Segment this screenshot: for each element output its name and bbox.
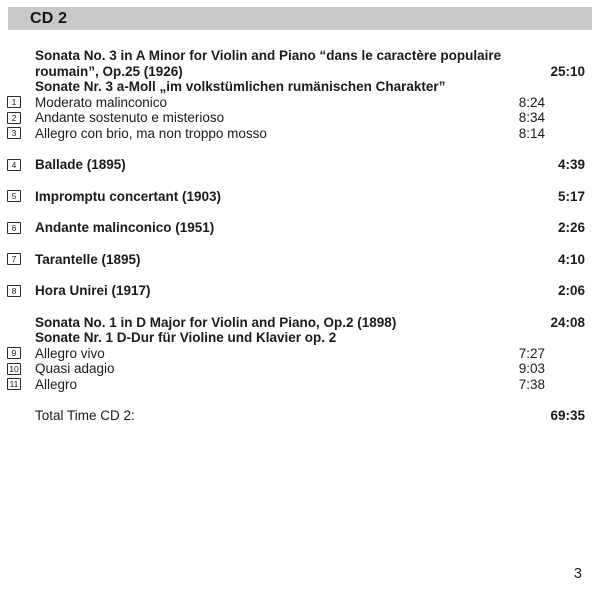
work-heading-row bbox=[7, 315, 585, 331]
track-number-column bbox=[7, 96, 35, 108]
track-duration: 69:35 bbox=[550, 408, 585, 423]
track-number-box: 1 bbox=[7, 96, 21, 108]
track-number-column bbox=[7, 222, 35, 234]
track-duration: 8:34 bbox=[518, 110, 545, 125]
track-number-box: 5 bbox=[7, 190, 21, 202]
work-row bbox=[7, 220, 585, 236]
track-number-column bbox=[7, 285, 35, 297]
track-title: Andante malinconico (1951) bbox=[35, 220, 215, 235]
track-row bbox=[7, 110, 585, 126]
track-number-box: 10 bbox=[7, 363, 21, 375]
track-title: Hora Unirei (1917) bbox=[35, 283, 151, 298]
work-heading-row bbox=[7, 79, 585, 95]
work-row bbox=[7, 252, 585, 268]
track-number-column bbox=[7, 347, 35, 359]
work-row bbox=[7, 283, 585, 299]
track-number-box: 9 bbox=[7, 347, 21, 359]
page-number: 3 bbox=[573, 566, 582, 582]
track-duration: 24:08 bbox=[550, 314, 585, 330]
track-title: Allegro bbox=[35, 376, 78, 392]
track-number-column bbox=[7, 112, 35, 124]
track-duration: 25:10 bbox=[550, 63, 585, 79]
track-title: Sonate Nr. 3 a-Moll „im volkstümlichen rumänischen Charakter” bbox=[35, 79, 446, 94]
track-duration: 7:27 bbox=[518, 345, 545, 361]
track-title: Andante sostenuto e misterioso bbox=[35, 110, 225, 125]
track-row bbox=[7, 361, 585, 377]
track-title: roumain”, Op.25 (1926) bbox=[35, 63, 183, 79]
track-number-box: 6 bbox=[7, 222, 21, 234]
track-number-box: 4 bbox=[7, 159, 21, 171]
track-number-box: 7 bbox=[7, 253, 21, 265]
track-title: Moderato malinconico bbox=[35, 94, 168, 110]
track-duration: 4:10 bbox=[557, 251, 585, 267]
track-title: Sonate Nr. 1 D-Dur für Violine und Klavier op. 2 bbox=[35, 330, 337, 345]
work-row bbox=[7, 157, 585, 173]
track-row bbox=[7, 377, 585, 393]
cd-header-title: CD 2 bbox=[30, 9, 68, 27]
track-title: Sonata No. 1 in D Major for Violin and Piano, Op.2 (1898) bbox=[35, 314, 397, 330]
work-heading-row bbox=[7, 64, 585, 80]
track-number-box: 3 bbox=[7, 127, 21, 139]
track-duration: 4:39 bbox=[557, 157, 585, 172]
track-title: Allegro con brio, ma non troppo mosso bbox=[35, 125, 267, 141]
track-title: Impromptu concertant (1903) bbox=[35, 188, 222, 204]
track-duration: 8:14 bbox=[518, 125, 545, 141]
track-title: Tarantelle (1895) bbox=[35, 251, 141, 267]
track-duration: 7:38 bbox=[518, 376, 545, 392]
track-duration: 2:06 bbox=[557, 283, 585, 298]
work-heading-row bbox=[7, 330, 585, 346]
work-heading-row bbox=[7, 48, 585, 64]
total-time-label: Total Time CD 2: bbox=[35, 408, 135, 423]
track-duration: 8:24 bbox=[518, 94, 545, 110]
track-row bbox=[7, 126, 585, 142]
track-row bbox=[7, 346, 585, 362]
track-title: Ballade (1895) bbox=[35, 157, 126, 172]
track-number-box: 11 bbox=[7, 378, 21, 390]
track-number-box: 8 bbox=[7, 285, 21, 297]
total-time-row bbox=[7, 408, 585, 424]
work-row bbox=[7, 189, 585, 205]
track-duration: 5:17 bbox=[557, 188, 585, 204]
track-duration: 2:26 bbox=[557, 220, 585, 235]
track-title: Sonata No. 3 in A Minor for Violin and Piano “dans le caractère populaire bbox=[35, 48, 502, 63]
track-number-box: 2 bbox=[7, 112, 21, 124]
track-number-column bbox=[7, 190, 35, 202]
track-title: Quasi adagio bbox=[35, 361, 115, 376]
tracklist bbox=[7, 48, 585, 424]
track-number-column bbox=[7, 253, 35, 265]
track-title: Allegro vivo bbox=[35, 345, 105, 361]
track-number-column bbox=[7, 127, 35, 139]
track-duration: 9:03 bbox=[518, 361, 545, 376]
cd-header-bar bbox=[8, 7, 592, 30]
track-number-column bbox=[7, 363, 35, 375]
track-number-column bbox=[7, 159, 35, 171]
track-row bbox=[7, 95, 585, 111]
track-number-column bbox=[7, 378, 35, 390]
